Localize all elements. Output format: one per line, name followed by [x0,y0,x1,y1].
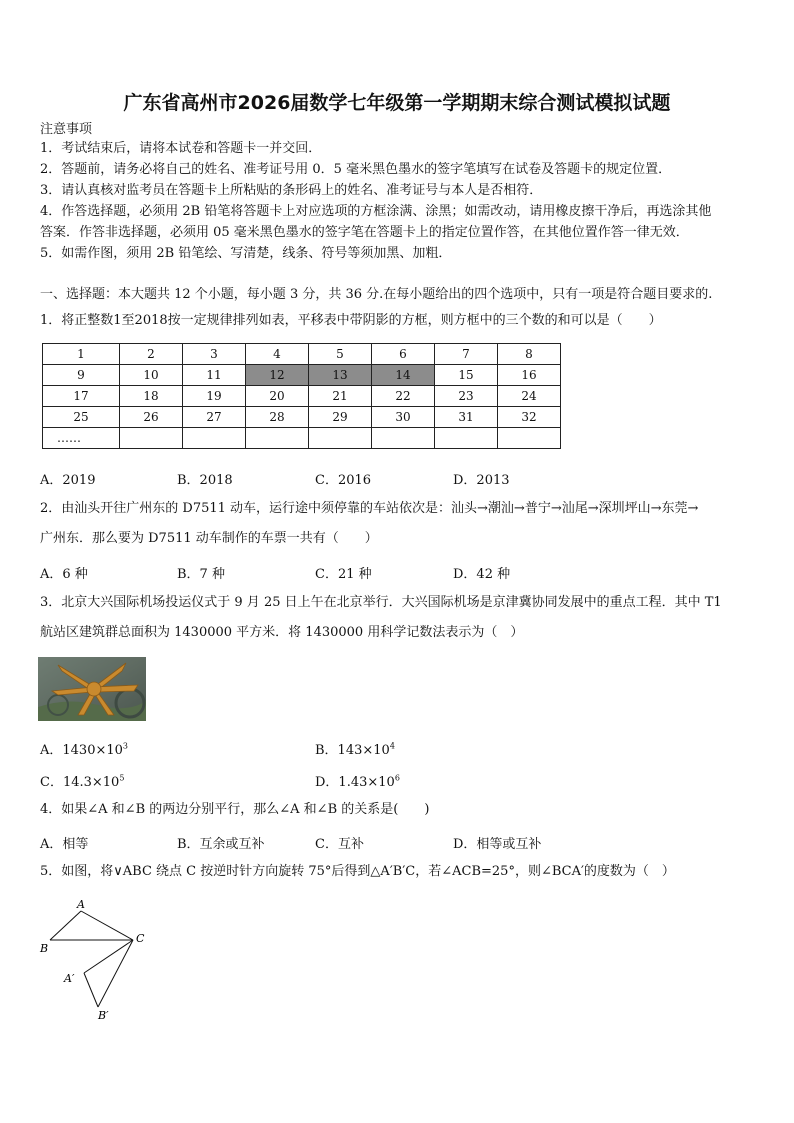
q2-stem-line2: 广州东．那么要为 D7511 动车制作的车票一共有（ ） [40,531,378,546]
table-row [43,428,561,449]
table-cell: 12 [246,365,309,386]
segment-a1b1 [84,973,98,1007]
q4-option-c: C．互补 [315,837,364,852]
label-c: C [136,932,145,945]
page-title: 广东省高州市2026届数学七年级第一学期期末综合测试模拟试题 [123,92,671,114]
table-cell: 25 [43,407,120,428]
q5-stem: 5．如图，将∨ABC 绕点 C 按逆时针方向旋转 75°后得到△A′B′C，若∠ACB=25°，则∠BCA′的度数为（ ） [40,864,675,879]
label-b: B [40,942,49,955]
table-cell: 3 [183,344,246,365]
q2-option-b: B．7 种 [177,567,225,582]
table-cell: 16 [498,365,561,386]
notice-item: 1．考试结束后，请将本试卷和答题卡一并交回． [40,141,322,156]
table-cell: 22 [372,386,435,407]
table-cell: 4 [246,344,309,365]
q2-stem-line1: 2．由汕头开往广州东的 D7511 动车，运行途中须停靠的车站依次是：汕头→潮汕→普宁→汕尾→深圳坪山→东莞→ [40,501,699,516]
table-cell: 19 [183,386,246,407]
q1-stem: 1．将正整数1至2018按一定规律排列如表，平移表中带阴影的方框，则方框中的三个数的和可以是（ ） [40,313,662,328]
q1-option-a: A．2019 [40,473,96,488]
segment-ac [81,911,133,940]
q3-option-b [315,739,395,758]
notice-item: 2．答题前，请务必将自己的姓名、准考证号用 0．5 毫米黑色墨水的签字笔填写在试卷及答题卡的规定位置． [40,162,672,177]
table-cell: 32 [498,407,561,428]
table-row [43,386,561,407]
table-cell [120,428,183,449]
table-cell: 1 [43,344,120,365]
segment-ca1 [84,940,133,973]
label-b-prime: B′ [98,1009,109,1022]
q3-stem-line1: 3．北京大兴国际机场投运仪式于 9 月 25 日上午在北京举行．大兴国际机场是京津冀协同发展中的重点工程．其中 T1 [40,595,722,610]
table-cell: 10 [120,365,183,386]
table-cell: 9 [43,365,120,386]
table-row [43,365,561,386]
section-heading: 一、选择题：本大题共 12 个小题，每小题 3 分，共 36 分.在每小题给出的四个选项中，只有一项是符合题目要求的. [40,287,713,302]
table-cell: 21 [309,386,372,407]
table-cell: 23 [435,386,498,407]
q3-option-d-base: D．1.43×10 [315,775,395,790]
table-cell: 13 [309,365,372,386]
table-cell: 30 [372,407,435,428]
table-cell: 18 [120,386,183,407]
q1-option-c: C．2016 [315,473,372,488]
segment-ab [50,911,81,940]
table-row [43,344,561,365]
table-cell: 31 [435,407,498,428]
table-cell [183,428,246,449]
table-cell: 17 [43,386,120,407]
q4-stem: 4．如果∠A 和∠B 的两边分别平行，那么∠A 和∠B 的关系是( ) [40,802,430,817]
table-cell: …… [43,428,120,449]
label-a: A [77,898,85,911]
table-cell [246,428,309,449]
table-cell [372,428,435,449]
number-grid [42,343,561,449]
table-cell: 28 [246,407,309,428]
q3-option-c-base: C．14.3×10 [40,775,120,790]
notice-item: 3．请认真核对监考员在答题卡上所粘贴的条形码上的姓名、准考证号与本人是否相符． [40,183,543,198]
table-cell: 15 [435,365,498,386]
segment-cb1 [98,940,133,1007]
table-cell: 6 [372,344,435,365]
label-a-prime: A′ [64,972,75,985]
q4-option-b: B．互余或互补 [177,837,265,852]
q4-option-d: D．相等或互补 [453,837,542,852]
notice-item: 4．作答选择题，必须用 2B 铅笔将答题卡上对应选项的方框涂满、涂黑；如需改动，请用橡皮擦干净后，再选涂其他 [40,204,712,219]
table-cell [309,428,372,449]
q3-option-a-exp: 3 [122,741,129,751]
table-cell: 26 [120,407,183,428]
q3-option-a-base: A．1430×10 [40,743,123,758]
airport-photo [38,657,146,721]
table-cell: 2 [120,344,183,365]
q2-option-d: D．42 种 [453,567,511,582]
table-cell: 5 [309,344,372,365]
table-cell: 11 [183,365,246,386]
notice-heading: 注意事项 [40,122,93,137]
table-cell [435,428,498,449]
table-cell: 29 [309,407,372,428]
table-cell: 27 [183,407,246,428]
notice-item: 答案．作答非选择题，必须用 05 毫米黑色墨水的签字笔在答题卡上的指定位置作答，在其他位置作答一律无效． [40,225,689,240]
table-row [43,407,561,428]
q3-option-c [40,771,124,790]
rotation-figure [36,895,166,1029]
q4-option-a: A．相等 [40,837,89,852]
q1-option-d: D．2013 [453,473,510,488]
q3-option-d-exp: 6 [394,773,400,783]
q3-option-b-exp: 4 [389,741,395,751]
q3-option-c-exp: 5 [119,773,125,783]
table-cell: 7 [435,344,498,365]
q3-option-a [40,739,128,758]
table-cell [498,428,561,449]
q3-option-b-base: B．143×10 [315,743,390,758]
q2-option-c: C．21 种 [315,567,372,582]
q2-option-a: A．6 种 [40,567,88,582]
notice-item: 5．如需作图，须用 2B 铅笔绘、写清楚，线条、符号等须加黑、加粗． [40,246,452,261]
q3-stem-line2: 航站区建筑群总面积为 1430000 平方米．将 1430000 用科学记数法表示为（ ） [40,625,524,640]
table-cell: 24 [498,386,561,407]
table-cell: 20 [246,386,309,407]
table-cell: 14 [372,365,435,386]
table-cell: 8 [498,344,561,365]
q3-option-d [315,771,400,790]
q1-option-b: B．2018 [177,473,233,488]
